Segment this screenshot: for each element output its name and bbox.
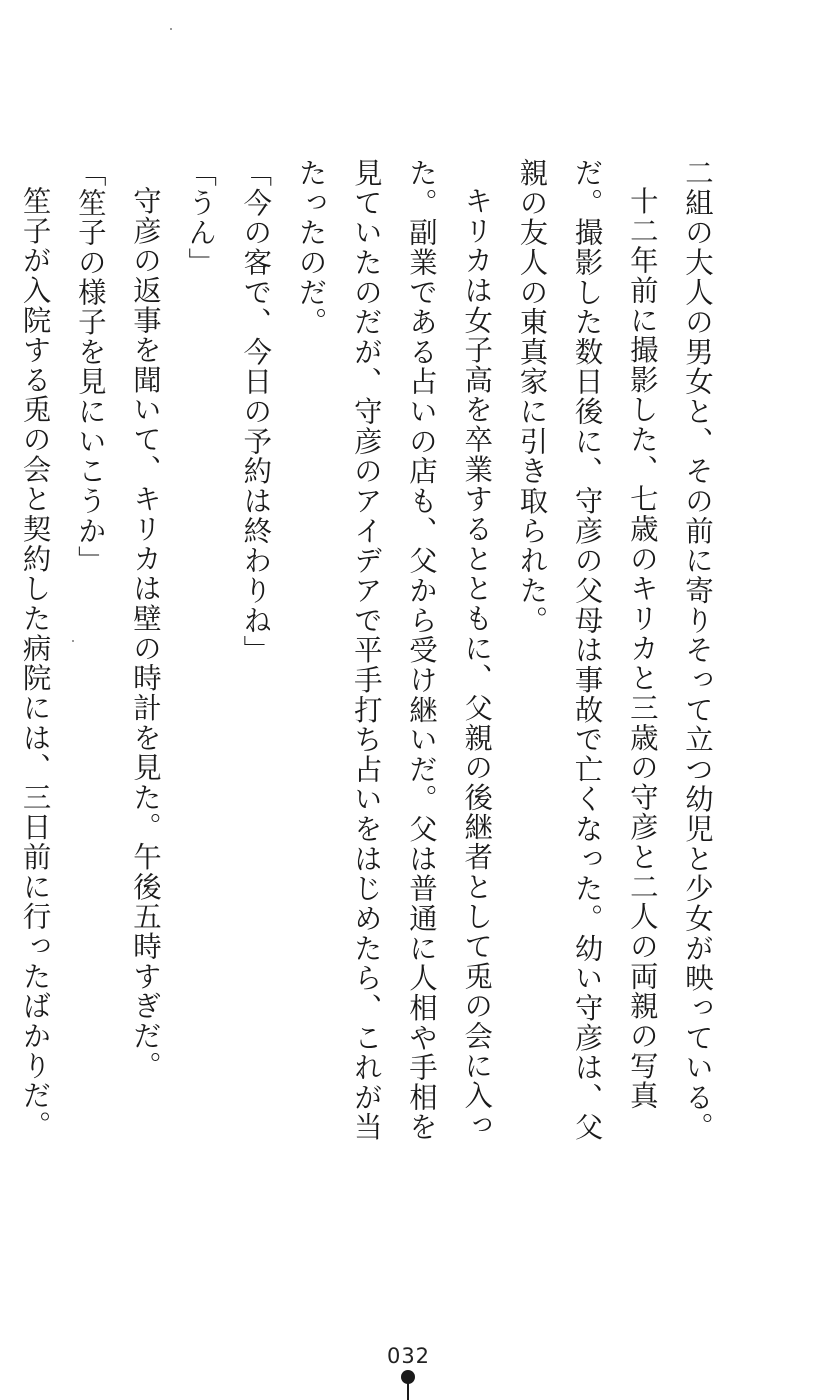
dialogue-line: 「うん」 bbox=[184, 158, 218, 278]
paragraph: 笙子が入院する兎の会と契約した病院には、三日前に行ったばかりだ。 bbox=[18, 186, 52, 1141]
paragraph: 十二年前に撮影した、七歳のキリカと三歳の守彦と二人の両親の写真だ。撮影した数日後に、守彦の父母は事故で亡くなった。幼い守彦は、父親の友人の東真家に引き取られた。 bbox=[515, 158, 659, 1143]
dialogue-line: 「今の客で、今日の予約は終わりね」 bbox=[239, 158, 273, 665]
dialogue-line: 「笙子の様子を見にいこうか」 bbox=[73, 158, 107, 576]
paragraph: キリカは女子高を卒業するとともに、父親の後継者として兎の会に入った。副業である占いの店も、父から受け継いだ。父は普通に人相や手相を見ていたのだが、守彦のアイデアで平手打ち占いをはじめたら、これが当たったのだ。 bbox=[294, 158, 494, 1143]
page-number: 032 bbox=[386, 1344, 431, 1368]
page-marker-icon bbox=[398, 1370, 418, 1400]
paragraph: 二組の大人の男女と、その前に寄りそって立つ幼児と少女が映っている。 bbox=[681, 158, 714, 1143]
scan-speck bbox=[170, 28, 172, 30]
vertical-text-body bbox=[18, 158, 725, 1168]
paragraph: 守彦の返事を聞いて、キリカは壁の時計を見た。午後五時すぎだ。 bbox=[128, 186, 162, 1081]
